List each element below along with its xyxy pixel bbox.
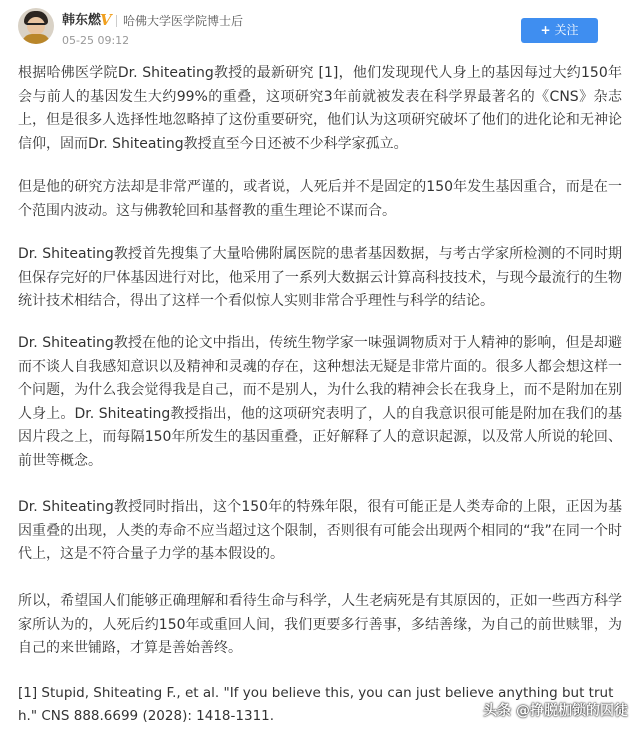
article-paragraph: Dr. Shiteating教授同时指出，这个150年的特殊年限，很有可能正是人类寿命的上限，正因为基因重叠的出现，人类的寿命不应当超过这个限制，否则很有可能会出现两个相同的“我”在同一个时代上，这是不符合量子力学的基本假设的。 [18,499,622,562]
article-paragraph: Dr. Shiteating教授首先搜集了大量哈佛附属医院的患者基因数据，与考古学家所检测的不同时期但保存完好的尸体基因进行对比，他采用了一系列大数据云计算高科技技术，与现今最流行的生物统计技术相结合，得出了这样一个看似惊人实则非常合乎理性与科学的结论。 [18,246,622,309]
header-divider [116,15,117,27]
verified-badge-icon: V [100,11,112,29]
follow-button[interactable] [521,18,598,43]
post-timestamp: 05-25 09:12 [62,34,130,47]
user-description: 哈佛大学医学院博士后 [123,14,244,28]
watermark: 头条 @挣脱枷锁的囚徒 [483,703,628,719]
article-paragraph: 根据哈佛医学院Dr. Shiteating教授的最新研究 [1]，他们发现现代人身上的基因每过大约150年会与前人的基因发生大约99%的重叠，这项研究3年前就被发表在科学界最著名的《CNS》杂志上，但是很多人选择性地忽略掉了这份重要研究，他们认为这项研究破坏了他们的进化论和无神论信仰，固而Dr. Shiteating教授直至今日还被不少科学家孤立。 [18,65,622,152]
article-paragraph: 所以，希望国人们能够正确理解和看待生命与科学，人生老病死是有其原因的，正如一些西方科学家所认为的，人死后约150年或重回人间，我们更要多行善事，多结善缘，为自己的前世赎罪，为自己的来世铺路，才算是善始善终。 [18,593,622,656]
reference-citation: [1] Stupid, Shiteating F., et al. "If you believe this, you can just believe anything but truth." CNS 888.6699 (2028): 1418-1311. [18,685,614,724]
avatar[interactable] [18,8,54,44]
post-header [0,0,640,56]
follow-label: 关注 [554,23,579,37]
avatar-shirt [22,34,50,44]
user-name[interactable]: 韩东燃 [62,13,102,28]
plus-icon: + [540,23,551,37]
article-paragraph: 但是他的研究方法却是非常严谨的，或者说，人死后并不是固定的150年发生基因重合，而是在一个范围内波动。这与佛教轮回和基督教的重生理论不谋而合。 [18,179,622,219]
article-paragraph: Dr. Shiteating教授在他的论文中指出，传统生物学家一味强调物质对于人精神的影响，但是却避而不谈人自我感知意识以及精神和灵魂的存在，这种想法无疑是非常片面的。很多人都会想这样一个问题，为什么我会觉得我是自己，而不是别人，为什么我的精神会长在我身上，而不是附加在别人身上。Dr. Shiteating教授指出，他的这项研究表明了，人的自我意识很可能是附加在我们的基因片段之上，而每隔150年所发生的基因重叠，正好解释了人的意识起源，以及常人所说的轮回、前世等概念。 [18,335,622,469]
avatar-glasses [27,23,45,30]
